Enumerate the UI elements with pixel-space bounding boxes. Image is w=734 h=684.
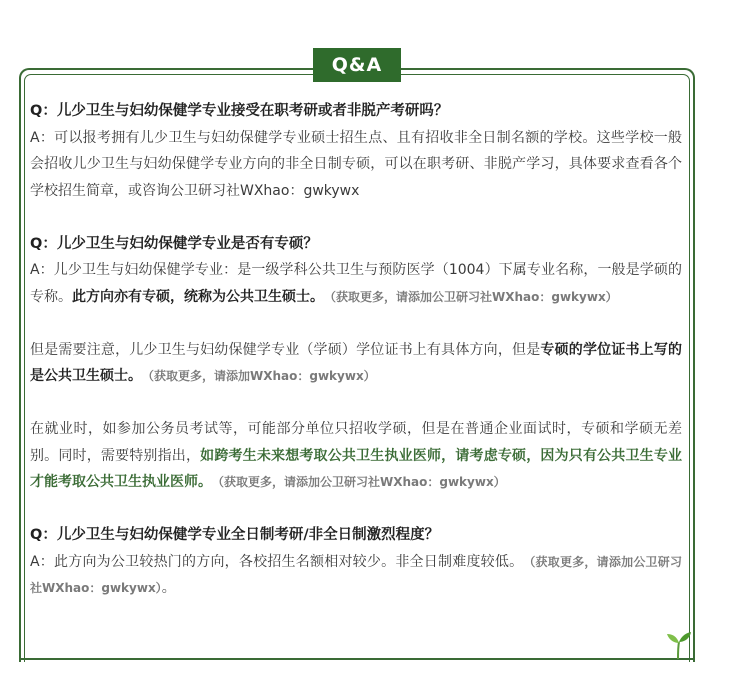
paragraph-3-note: （获取更多，请添加WXhao：gwkywx） (148, 369, 376, 383)
answer-2-note: （获取更多，请添加公卫研习社WXhao：gwkywx） (330, 289, 618, 304)
paragraph-4-text: 在就业时，如参加公务员考试等，可能部分单位只招收学硕，但是在普通企业面试时，专硕和学硕无差别。同时，需要特别指出， (30, 421, 682, 464)
answer-3-end: 。 (161, 580, 176, 596)
answer-2-bold: 此方向亦有专硕，统称为公共卫生硕士。 (72, 288, 324, 305)
bottom-divider (19, 658, 695, 660)
question-2: Q：儿少卫生与妇幼保健学专业是否有专硕？ (30, 235, 318, 252)
answer-2 (30, 257, 682, 310)
paragraph-3-text: 但是需要注意，儿少卫生与妇幼保健学专业（学硕）学位证书上有具体方向，但是 (30, 341, 541, 358)
sprout-icon (664, 630, 692, 660)
question-3: Q：儿少卫生与妇幼保健学专业全日制考研/非全日制激烈程度？ (30, 527, 440, 543)
question-1: Q：儿少卫生与妇幼保健学专业接受在职考研或者非脱产考研吗？ (30, 103, 449, 119)
qa-badge: Q&A (313, 48, 401, 82)
answer-2-text: A：儿少卫生与妇幼保健学专业：是一级学科公共卫生与预防医学（1004）下属专业名称，一般是学硕的专称。 (30, 262, 682, 305)
paragraph-3-bold: 专硕的学位证书上写的是公共卫生硕士。 (30, 341, 683, 384)
paragraph-4 (30, 416, 682, 496)
paragraph-4-note: （获取更多，请添加公卫研习社WXhao：gwkywx） (218, 475, 506, 489)
badge-stripe (313, 82, 401, 84)
paragraph-3 (30, 337, 682, 390)
answer-1: A：可以报考拥有儿少卫生与妇幼保健学专业硕士招生点、且有招收非全日制名额的学校。这些学校一般会招收儿少卫生与妇幼保健学专业方向的非全日制专硕，可以在职考研、非脱产学习，具体要求查看各个学校招生简章，或咨询公卫研习社WXhao：gwkywx (30, 129, 682, 199)
qa-content (30, 98, 682, 602)
answer-3-text: A：此方向为公卫较热门的方向，各校招生名额相对较少。非全日制难度较低。 (30, 553, 524, 570)
answer-3-note: （获取更多，请添加公卫研习社WXhao：gwkywx） (30, 554, 682, 595)
paragraph-4-bold-2: 请考虑专硕，因为只有公共卫生专业才能考取公共卫生执业医师。 (30, 447, 683, 490)
answer-3 (30, 549, 682, 602)
paragraph-4-bold-1: 如跨考生未来想考取公共卫生执业医师， (200, 447, 456, 464)
